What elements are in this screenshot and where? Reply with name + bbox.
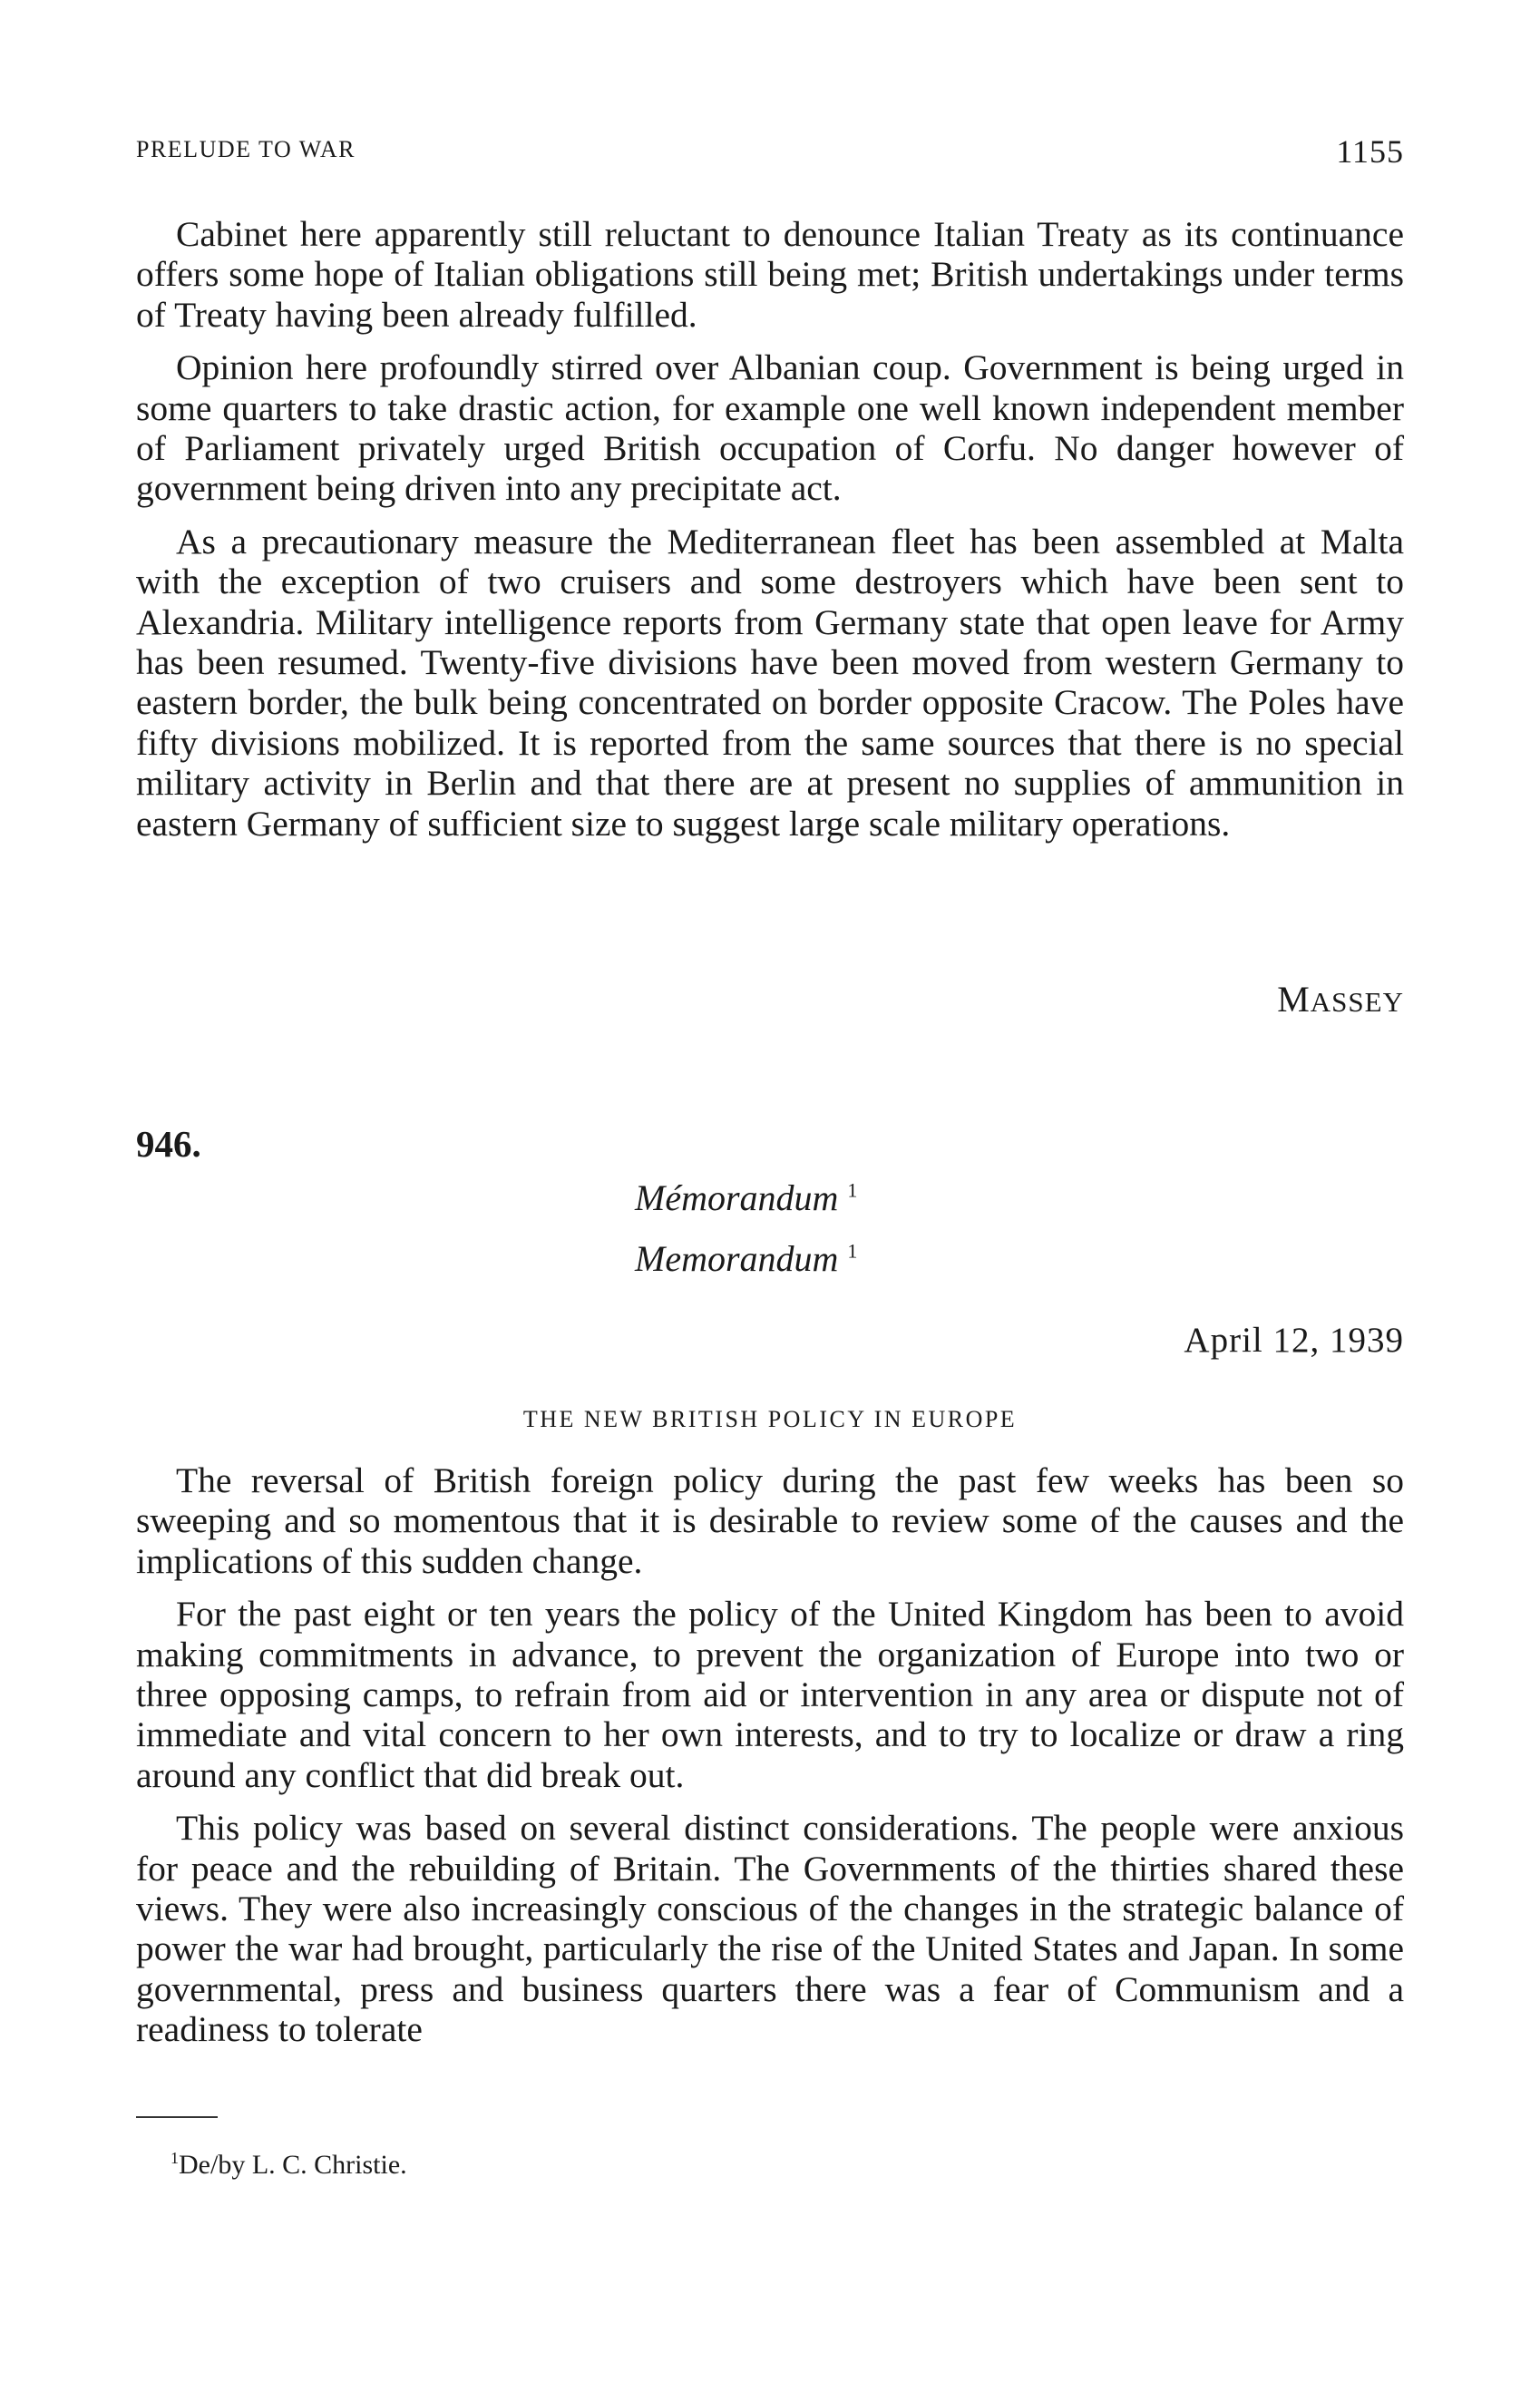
running-title: PRELUDE TO WAR [136, 136, 356, 162]
paragraph: Cabinet here apparently still reluctant to denounce Italian Treaty as its continuance offers some hope of Italian obligations still being met; British undertakings under terms of Treaty having been already fulfilled. [136, 214, 1404, 335]
footnote-marker: 1 [171, 2149, 179, 2167]
section-heading: THE NEW BRITISH POLICY IN EUROPE [522, 1406, 1018, 1432]
page-number: 1155 [1336, 133, 1404, 170]
signature-initial: M [1277, 979, 1311, 1020]
footnote-text: De/by L. C. Christie. [179, 2150, 407, 2180]
footnote-ref: 1 [847, 1178, 858, 1202]
memorandum-body [136, 1460, 1404, 2063]
paragraph: The reversal of British foreign policy during the past few weeks has been so sweeping and so momentous that it is desirable to review some of the causes and the implications of this sudden change. [136, 1460, 1404, 1581]
running-header [136, 133, 1404, 172]
paragraph: As a precautionary measure the Mediterranean fleet has been assembled at Malta with the exception of two cruisers and some destroyers which have been sent to Alexandria. Military intelligence reports from Germany state that open leave for Army has been resumed. Twenty-five divisions have been moved from western Germany to eastern border, the bulk being concentrated on border opposite Cracow. The Poles have fifty divisions mobilized. It is reported from the same sources that there is no special military activity in Berlin and that there are at present no supplies of ammunition in eastern Germany of sufficient size to suggest large scale military operations. [136, 521, 1404, 844]
telegram-continuation [136, 214, 1404, 856]
document-number: 946. [136, 1123, 201, 1165]
paragraph: Opinion here profoundly stirred over Albanian coup. Government is being urged in some quarters to take drastic action, for example one well known independent member of Parliament privately urged British occupation of Corfu. No danger however of government being driven into any precipitate act. [136, 347, 1404, 509]
footnote-divider [136, 2116, 218, 2118]
signature-rest: ASSEY [1310, 986, 1404, 1018]
signature [1277, 978, 1404, 1020]
footnote [171, 2150, 407, 2181]
memo-title-french [635, 1176, 857, 1219]
footnote-ref: 1 [847, 1239, 858, 1263]
memo-title-english [635, 1237, 857, 1280]
document-date: April 12, 1939 [1184, 1321, 1404, 1360]
memo-title-english-text: Memorandum [635, 1238, 839, 1279]
memo-title-french-text: Mémorandum [635, 1177, 839, 1218]
paragraph: For the past eight or ten years the policy of the United Kingdom has been to avoid making commitments in advance, to prevent the organization of Europe into two or three opposing camps, to refrain from aid or intervention in any area or dispute not of immediate and vital concern to her own interests, and to try to localize or draw a ring around any conflict that did break out. [136, 1594, 1404, 1795]
paragraph: This policy was based on several distinct considerations. The people were anxious for peace and the rebuilding of Britain. The Governments of the thirties shared these views. They were also increasingly conscious of the changes in the strategic balance of power the war had brought, particularly the rise of the United States and Japan. In some governmental, press and business quarters there was a fear of Communism and a readiness to tolerate [136, 1808, 1404, 2050]
